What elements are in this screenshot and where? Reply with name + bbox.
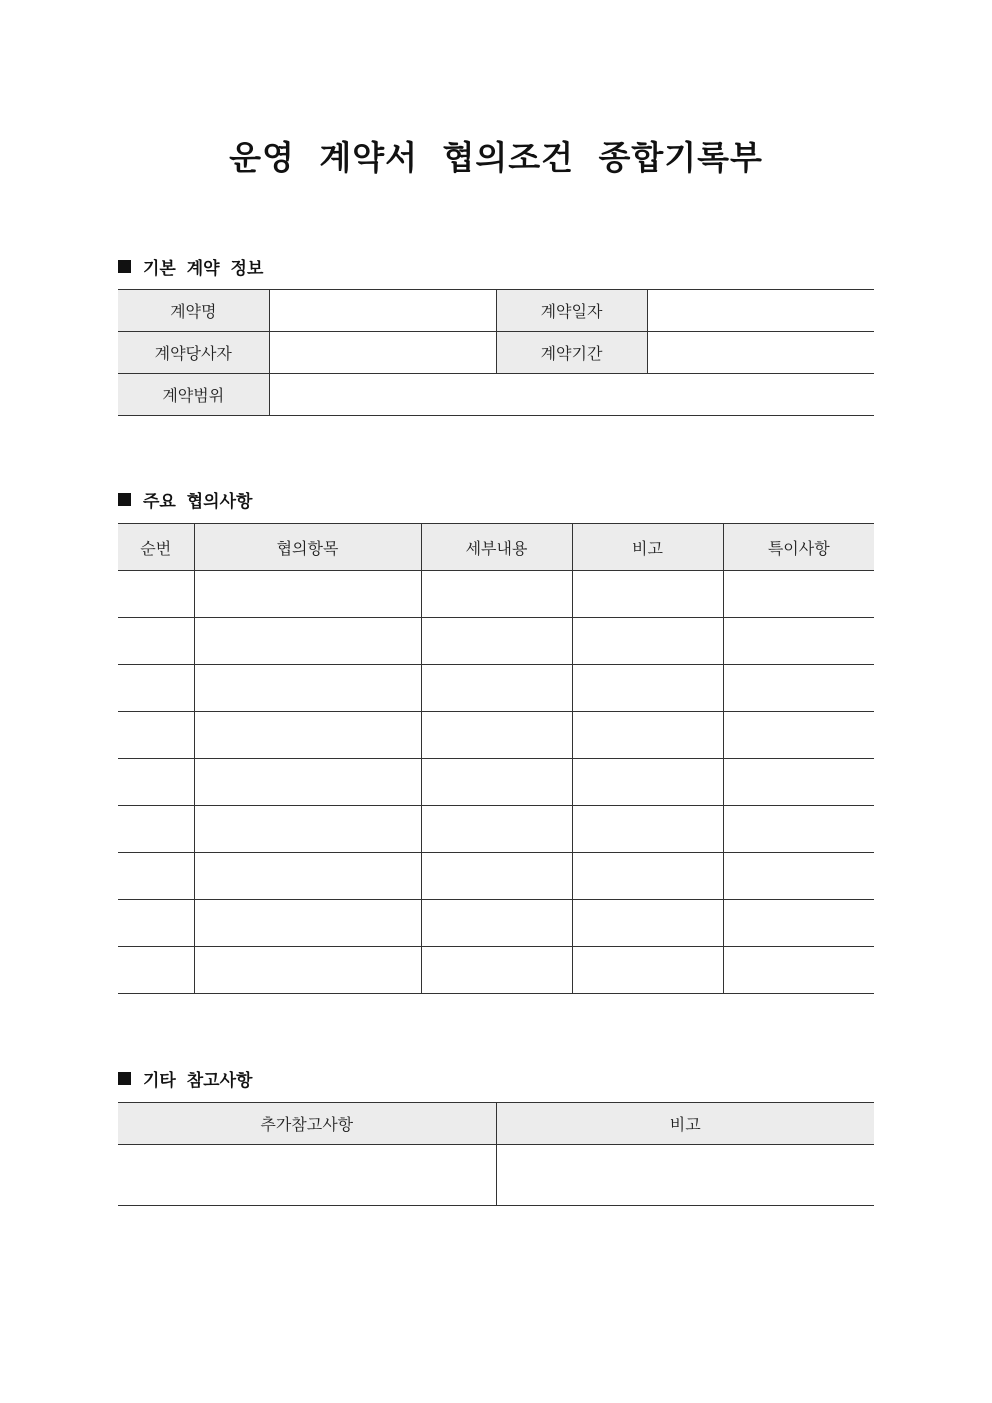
section-heading-text: 기타 참고사항 [143, 1071, 253, 1091]
table-row [118, 665, 874, 712]
cell-notes[interactable] [723, 759, 874, 806]
column-header-remarks: 비고 [496, 1103, 874, 1145]
cell-number[interactable] [118, 571, 194, 618]
cell-details[interactable] [421, 900, 572, 947]
cell-item[interactable] [194, 947, 421, 994]
label-contract-period: 계약기간 [496, 332, 647, 374]
cell-details[interactable] [421, 571, 572, 618]
field-contract-period[interactable] [647, 332, 874, 374]
cell-number[interactable] [118, 712, 194, 759]
cell-item[interactable] [194, 571, 421, 618]
table-row [118, 571, 874, 618]
cell-additional-notes[interactable] [118, 1145, 496, 1206]
table-row [118, 290, 874, 332]
table-row [118, 1145, 874, 1206]
cell-remarks[interactable] [572, 571, 723, 618]
table-header-row [118, 524, 874, 571]
column-header-remarks: 비고 [572, 524, 723, 571]
square-bullet-icon [118, 1072, 131, 1085]
section-heading-text: 기본 계약 정보 [143, 259, 264, 279]
column-header-notes: 특이사항 [723, 524, 874, 571]
cell-number[interactable] [118, 665, 194, 712]
cell-remarks[interactable] [572, 759, 723, 806]
cell-item[interactable] [194, 618, 421, 665]
cell-item[interactable] [194, 712, 421, 759]
cell-number[interactable] [118, 618, 194, 665]
cell-remarks[interactable] [572, 665, 723, 712]
label-contract-parties: 계약당사자 [118, 332, 269, 374]
table-row [118, 332, 874, 374]
cell-notes[interactable] [723, 900, 874, 947]
cell-number[interactable] [118, 853, 194, 900]
cell-remarks[interactable] [572, 712, 723, 759]
cell-details[interactable] [421, 853, 572, 900]
table-row [118, 853, 874, 900]
column-header-details: 세부내용 [421, 524, 572, 571]
label-contract-scope: 계약범위 [118, 374, 269, 416]
cell-notes[interactable] [723, 947, 874, 994]
column-header-item: 협의항목 [194, 524, 421, 571]
cell-details[interactable] [421, 806, 572, 853]
table-row [118, 759, 874, 806]
extra-notes-table [118, 1102, 874, 1206]
cell-remarks[interactable] [572, 618, 723, 665]
table-row [118, 374, 874, 416]
cell-details[interactable] [421, 947, 572, 994]
cell-notes[interactable] [723, 712, 874, 759]
cell-notes[interactable] [723, 618, 874, 665]
field-contract-date[interactable] [647, 290, 874, 332]
cell-remarks[interactable] [572, 947, 723, 994]
table-row [118, 806, 874, 853]
section-heading-main [118, 487, 252, 512]
section-heading-text: 주요 협의사항 [143, 492, 253, 512]
cell-item[interactable] [194, 853, 421, 900]
cell-details[interactable] [421, 665, 572, 712]
cell-number[interactable] [118, 947, 194, 994]
label-contract-date: 계약일자 [496, 290, 647, 332]
cell-details[interactable] [421, 712, 572, 759]
table-row [118, 947, 874, 994]
basic-info-table [118, 289, 874, 416]
cell-remarks[interactable] [572, 806, 723, 853]
table-row [118, 712, 874, 759]
field-contract-parties[interactable] [269, 332, 496, 374]
cell-number[interactable] [118, 759, 194, 806]
main-discussion-table [118, 523, 874, 994]
square-bullet-icon [118, 493, 131, 506]
cell-details[interactable] [421, 759, 572, 806]
cell-notes[interactable] [723, 853, 874, 900]
cell-remarks[interactable] [572, 900, 723, 947]
cell-number[interactable] [118, 806, 194, 853]
section-heading-basic [118, 254, 263, 279]
cell-notes[interactable] [723, 665, 874, 712]
square-bullet-icon [118, 260, 131, 273]
cell-number[interactable] [118, 900, 194, 947]
table-row [118, 618, 874, 665]
label-contract-name: 계약명 [118, 290, 269, 332]
cell-remarks[interactable] [496, 1145, 874, 1206]
cell-item[interactable] [194, 665, 421, 712]
field-contract-scope[interactable] [269, 374, 874, 416]
cell-item[interactable] [194, 759, 421, 806]
cell-details[interactable] [421, 618, 572, 665]
table-header-row [118, 1103, 874, 1145]
cell-item[interactable] [194, 900, 421, 947]
cell-remarks[interactable] [572, 853, 723, 900]
document-title: 운영 계약서 협의조건 종합기록부 [229, 138, 763, 177]
field-contract-name[interactable] [269, 290, 496, 332]
column-header-number: 순번 [118, 524, 194, 571]
cell-notes[interactable] [723, 571, 874, 618]
cell-notes[interactable] [723, 806, 874, 853]
cell-item[interactable] [194, 806, 421, 853]
table-row [118, 900, 874, 947]
column-header-additional-notes: 추가참고사항 [118, 1103, 496, 1145]
section-heading-extra [118, 1066, 252, 1091]
